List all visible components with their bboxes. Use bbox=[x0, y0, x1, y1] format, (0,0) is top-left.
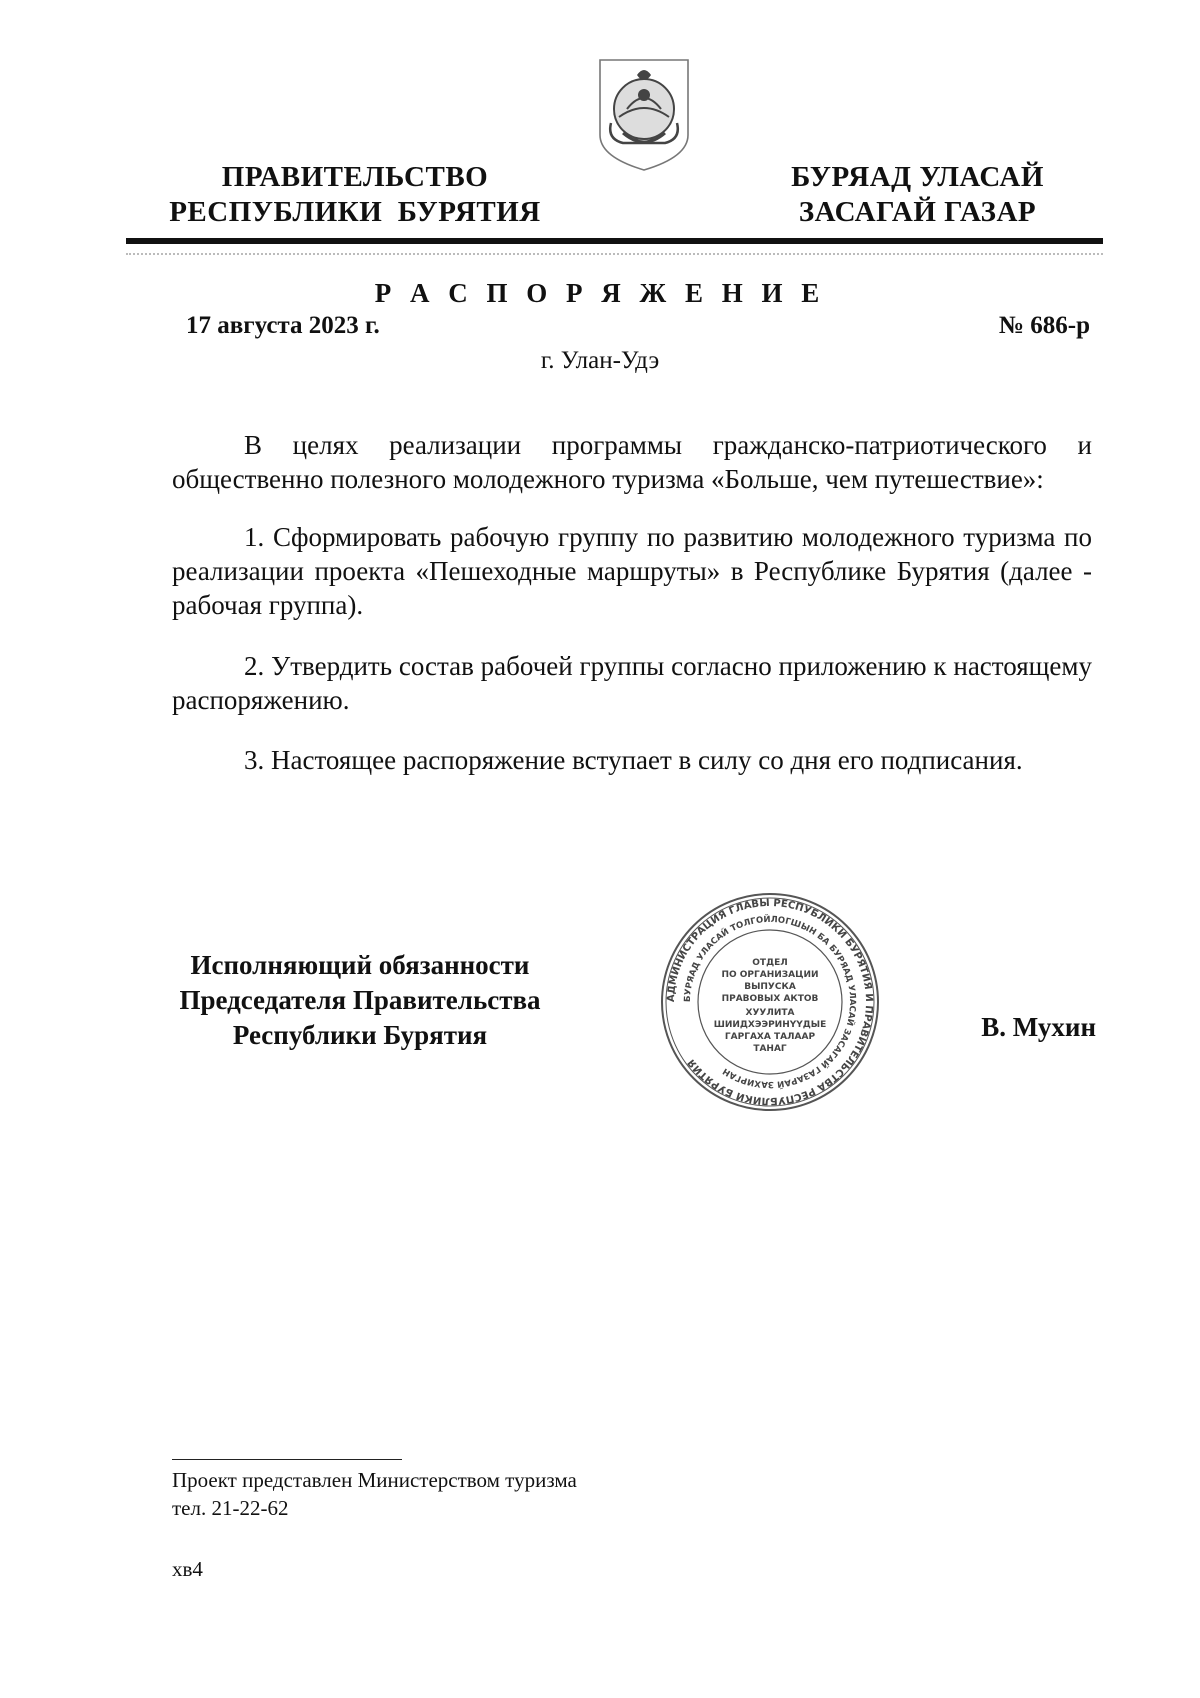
stamp-center-line7: ГАРГАХА ТАЛААР bbox=[724, 1032, 816, 1042]
document-city: г. Улан-Удэ bbox=[540, 347, 660, 374]
stamp-center-line3: ВЫПУСКА bbox=[744, 982, 796, 992]
header-left-line1: ПРАВИТЕЛЬСТВО bbox=[221, 161, 489, 193]
item-3-paragraph: 3. Настоящее распоряжение вступает в силу со дня его подписания. bbox=[244, 745, 1023, 775]
signatory-title-line3: Республики Бурятия bbox=[232, 1020, 488, 1050]
signatory-title-line1: Исполняющий обязанности bbox=[190, 950, 530, 980]
stamp-center-line8: ТАНАГ bbox=[753, 1044, 787, 1054]
stamp-center-line1: ОТДЕЛ bbox=[752, 958, 788, 968]
signatory-name: В. Мухин bbox=[981, 1012, 1096, 1042]
document-number: № 686-р bbox=[998, 312, 1090, 339]
stamp-center-line2: ПО ОРГАНИЗАЦИИ bbox=[721, 970, 819, 980]
footer-project-note: Проект представлен Министерством туризма bbox=[172, 1468, 577, 1492]
header-left-line2: РЕСПУБЛИКИ БУРЯТИЯ bbox=[169, 196, 541, 228]
footer-divider bbox=[172, 1459, 402, 1460]
signatory-title bbox=[164, 948, 556, 1053]
document-type: Р А С П О Р Я Ж Е Н И Е bbox=[374, 278, 826, 308]
header-right-line2: ЗАСАГАЙ ГАЗАР bbox=[798, 196, 1037, 228]
item-1-paragraph: 1. Сформировать рабочую группу по развитию молодежного туризма по реализации проекта «Пешеходные маршруты» в Республике Бурятия (далее - рабочая группа). bbox=[172, 522, 1092, 620]
signatory-title-line2: Председателя Правительства bbox=[179, 985, 541, 1015]
header-divider-thick bbox=[126, 238, 1103, 244]
stamp-center-line4: ПРАВОВЫХ АКТОВ bbox=[721, 994, 819, 1004]
document-date: 17 августа 2023 г. bbox=[186, 312, 380, 339]
header-divider-thin bbox=[126, 253, 1103, 255]
intro-paragraph: В целях реализации программы гражданско-патриотического и общественно полезного молодежного туризма «Больше, чем путешествие»: bbox=[172, 430, 1092, 494]
stamp-outer-text: АДМИНИСТРАЦИЯ ГЛАВЫ РЕСПУБЛИКИ БУРЯТИЯ И ПРАВИТЕЛЬСТВА РЕСПУБЛИКИ БУРЯТИЯ bbox=[665, 897, 875, 1107]
stamp-inner-text: БУРЯАД УЛАСАЙ ТОЛГОЙЛОГШЫН БА БУРЯАД УЛАСАЙ ЗАСАГАЙ ГАЗАРАЙ ЗАХИРГАН bbox=[682, 914, 858, 1090]
stamp-center-line6: ШИИДХЭЭРИНҮҮДЫЕ bbox=[713, 1020, 827, 1030]
item-2-paragraph: 2. Утвердить состав рабочей группы согласно приложению к настоящему распоряжению. bbox=[172, 651, 1092, 715]
header-right-line1: БУРЯАД УЛАСАЙ bbox=[791, 161, 1044, 193]
header-org-buryat bbox=[765, 160, 1070, 230]
stamp-center-line5: ХУУЛИТА bbox=[745, 1008, 795, 1018]
coat-of-arms-icon bbox=[597, 57, 691, 173]
official-stamp bbox=[659, 891, 881, 1113]
footer-phone: тел. 21-22-62 bbox=[172, 1496, 289, 1520]
header-org-russian bbox=[160, 160, 550, 230]
document-body bbox=[172, 428, 1092, 777]
footer-code: хв4 bbox=[172, 1557, 203, 1581]
